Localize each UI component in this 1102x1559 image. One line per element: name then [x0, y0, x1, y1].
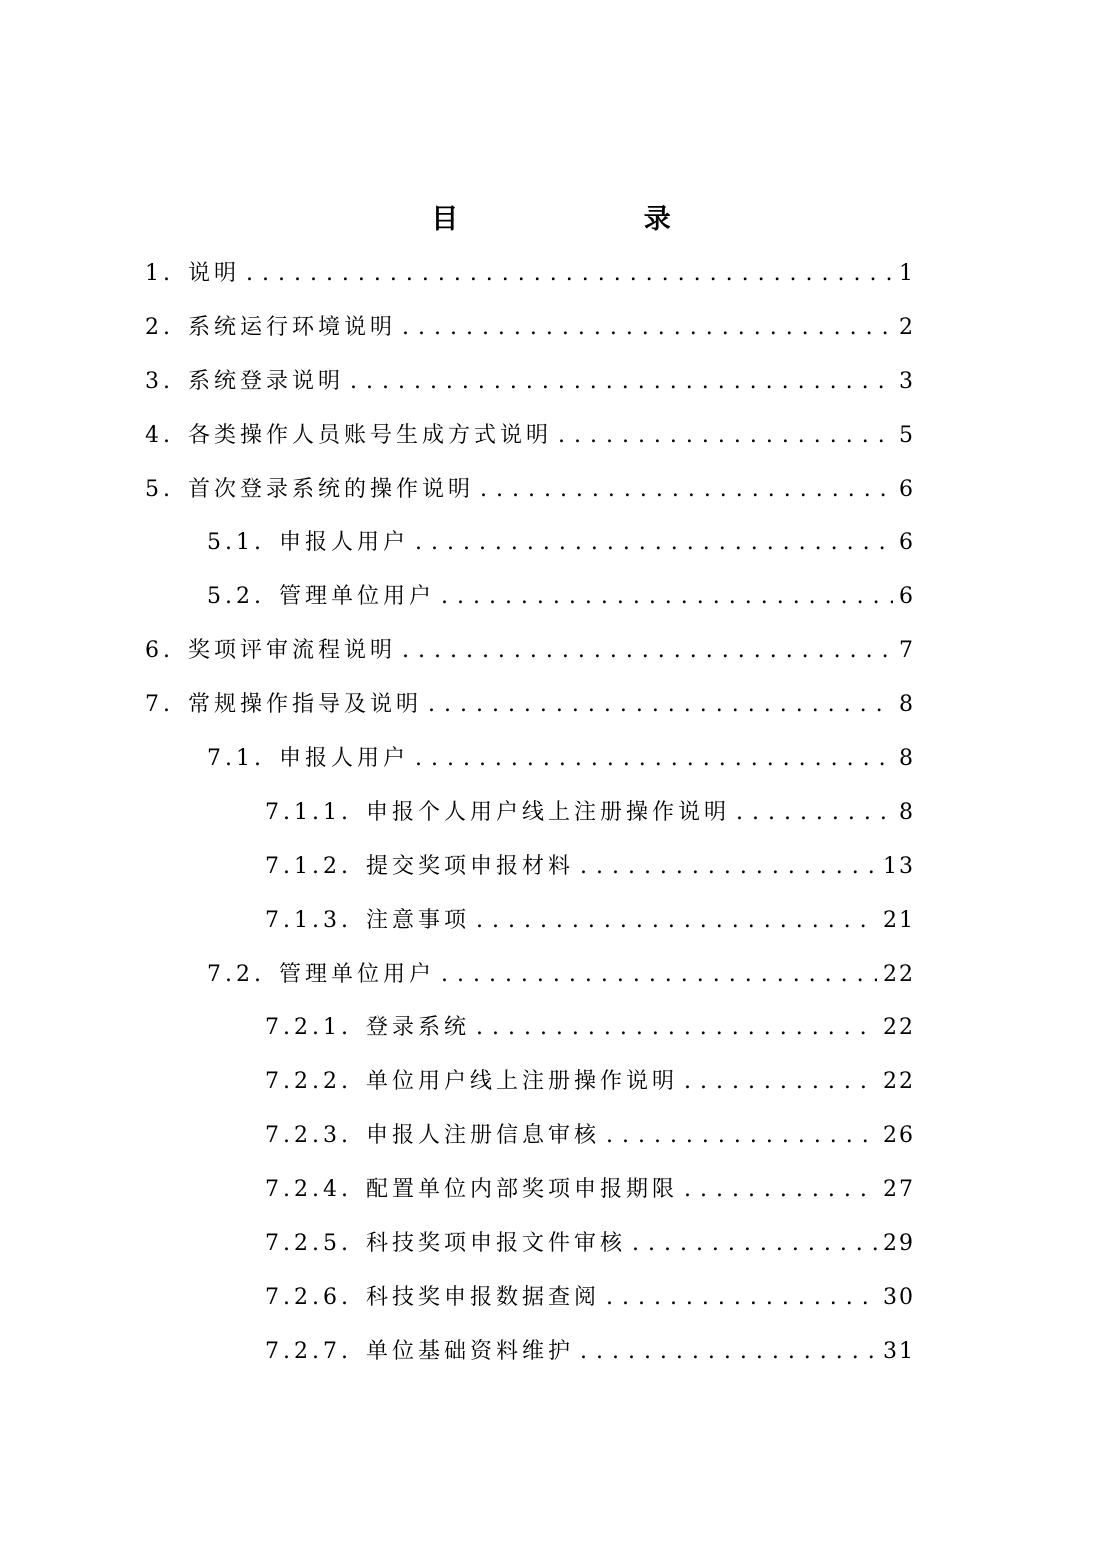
toc-entry-title: 科技奖项申报文件审核 [365, 1231, 626, 1257]
toc-entry[interactable] [145, 570, 915, 624]
toc-entry-page: 29 [883, 1231, 915, 1257]
toc-entry[interactable] [145, 463, 915, 517]
toc-dot-leader [415, 516, 893, 570]
toc-entry-page: 13 [883, 853, 915, 879]
toc-entry[interactable] [145, 786, 915, 840]
toc-entry-number: 7.2. [207, 961, 265, 987]
toc-dot-leader [415, 732, 893, 786]
toc-entry[interactable] [145, 1055, 915, 1109]
toc-entry[interactable] [145, 1271, 915, 1325]
toc-entry-title: 管理单位用户 [278, 961, 435, 987]
toc-dot-leader [428, 678, 893, 732]
toc-entry-number: 7.2.5. [265, 1231, 352, 1257]
toc-entry-page: 3 [899, 368, 915, 394]
toc-entry-title: 说明 [188, 261, 241, 286]
toc-entry-title: 首次登录系统的操作说明 [188, 476, 475, 502]
toc-entry-number: 5. [145, 476, 174, 502]
toc-dot-leader [441, 570, 893, 624]
toc-entry-page: 8 [899, 799, 915, 825]
toc-entry-number: 7.1.3. [265, 907, 352, 933]
table-of-contents [145, 247, 915, 1379]
toc-dot-leader [580, 840, 877, 894]
toc-entry-title: 注意事项 [365, 907, 470, 933]
toc-entry[interactable] [145, 301, 915, 355]
toc-dot-leader [580, 1325, 877, 1379]
toc-entry-number: 6. [145, 638, 174, 664]
toc-entry-page: 22 [883, 961, 915, 987]
toc-dot-leader [402, 301, 893, 355]
toc-entry-number: 7.2.7. [265, 1338, 352, 1364]
toc-dot-leader [684, 1163, 877, 1217]
toc-dot-leader [476, 1001, 877, 1055]
toc-entry-title: 奖项评审流程说明 [188, 638, 397, 664]
toc-entry-page: 6 [899, 476, 915, 502]
toc-entry-number: 7.1.2. [265, 853, 352, 879]
toc-entry-number: 7. [145, 692, 174, 718]
toc-entry-number: 2. [145, 314, 174, 340]
toc-dot-leader [441, 948, 877, 1002]
toc-entry-page: 22 [883, 1069, 915, 1095]
toc-entry-title: 系统运行环境说明 [188, 314, 397, 340]
toc-dot-leader [606, 1271, 877, 1325]
toc-entry-page: 22 [883, 1015, 915, 1041]
toc-dot-leader [606, 1109, 877, 1163]
toc-entry[interactable] [145, 732, 915, 786]
toc-dot-leader [476, 894, 877, 948]
toc-entry-title: 科技奖申报数据查阅 [365, 1284, 600, 1310]
toc-entry-number: 7.2.2. [265, 1069, 352, 1095]
toc-entry-number: 3. [145, 368, 174, 394]
toc-entry[interactable] [145, 948, 915, 1002]
toc-entry-number: 5.2. [207, 584, 265, 610]
toc-entry[interactable] [145, 1109, 915, 1163]
toc-entry-title: 申报人注册信息审核 [365, 1123, 600, 1149]
toc-entry-title: 申报个人用户线上注册操作说明 [365, 799, 730, 825]
toc-dot-leader [480, 463, 893, 517]
toc-entry-number: 4. [145, 422, 174, 448]
toc-dot-leader [736, 786, 893, 840]
toc-entry-page: 8 [899, 692, 915, 718]
toc-entry[interactable] [145, 1325, 915, 1379]
toc-entry-page: 2 [899, 314, 915, 340]
toc-entry-title: 常规操作指导及说明 [188, 692, 423, 718]
toc-entry-title: 单位基础资料维护 [365, 1338, 574, 1364]
toc-entry-number: 7.2.6. [265, 1284, 352, 1310]
toc-entry[interactable] [145, 409, 915, 463]
toc-entry-number: 5.1. [207, 530, 265, 556]
toc-entry[interactable] [145, 840, 915, 894]
toc-entry-title: 申报人用户 [278, 746, 409, 772]
toc-entry-number: 7.2.3. [265, 1123, 352, 1149]
toc-entry-page: 31 [883, 1338, 915, 1364]
toc-dot-leader [558, 409, 893, 463]
toc-entry-page: 26 [883, 1123, 915, 1149]
toc-entry-page: 27 [883, 1177, 915, 1203]
toc-dot-leader [246, 247, 893, 301]
toc-entry[interactable] [145, 355, 915, 409]
toc-entry[interactable] [145, 1217, 915, 1271]
toc-entry-number: 7.2.4. [265, 1177, 352, 1203]
toc-dot-leader [350, 355, 893, 409]
toc-entry-title: 登录系统 [365, 1015, 470, 1041]
toc-entry-page: 6 [899, 530, 915, 556]
toc-entry-page: 1 [899, 261, 915, 286]
toc-entry-number: 7.1.1. [265, 799, 352, 825]
toc-entry[interactable] [145, 1163, 915, 1217]
toc-entry-title: 单位用户线上注册操作说明 [365, 1069, 678, 1095]
toc-entry[interactable] [145, 516, 915, 570]
toc-entry-page: 5 [899, 422, 915, 448]
toc-entry-number: 7.1. [207, 746, 265, 772]
toc-title: 目 录 [431, 204, 759, 235]
toc-entry[interactable] [145, 1001, 915, 1055]
toc-entry[interactable] [145, 678, 915, 732]
toc-dot-leader [402, 624, 893, 678]
toc-entry-title: 系统登录说明 [188, 368, 345, 394]
toc-entry-page: 30 [883, 1284, 915, 1310]
toc-entry-number: 1. [145, 261, 174, 286]
toc-dot-leader [684, 1055, 877, 1109]
toc-entry-page: 7 [899, 638, 915, 664]
toc-entry-title: 配置单位内部奖项申报期限 [365, 1177, 678, 1203]
toc-entry-title: 各类操作人员账号生成方式说明 [188, 422, 553, 448]
toc-dot-leader [632, 1217, 877, 1271]
toc-entry-title: 管理单位用户 [278, 584, 435, 610]
toc-entry-page: 21 [883, 907, 915, 933]
toc-entry-title: 提交奖项申报材料 [365, 853, 574, 879]
toc-entry-page: 6 [899, 584, 915, 610]
toc-entry-page: 8 [899, 746, 915, 772]
toc-entry[interactable] [145, 894, 915, 948]
toc-entry-number: 7.2.1. [265, 1015, 352, 1041]
toc-entry-title: 申报人用户 [278, 530, 409, 556]
toc-entry[interactable] [145, 624, 915, 678]
toc-entry[interactable] [145, 247, 915, 301]
